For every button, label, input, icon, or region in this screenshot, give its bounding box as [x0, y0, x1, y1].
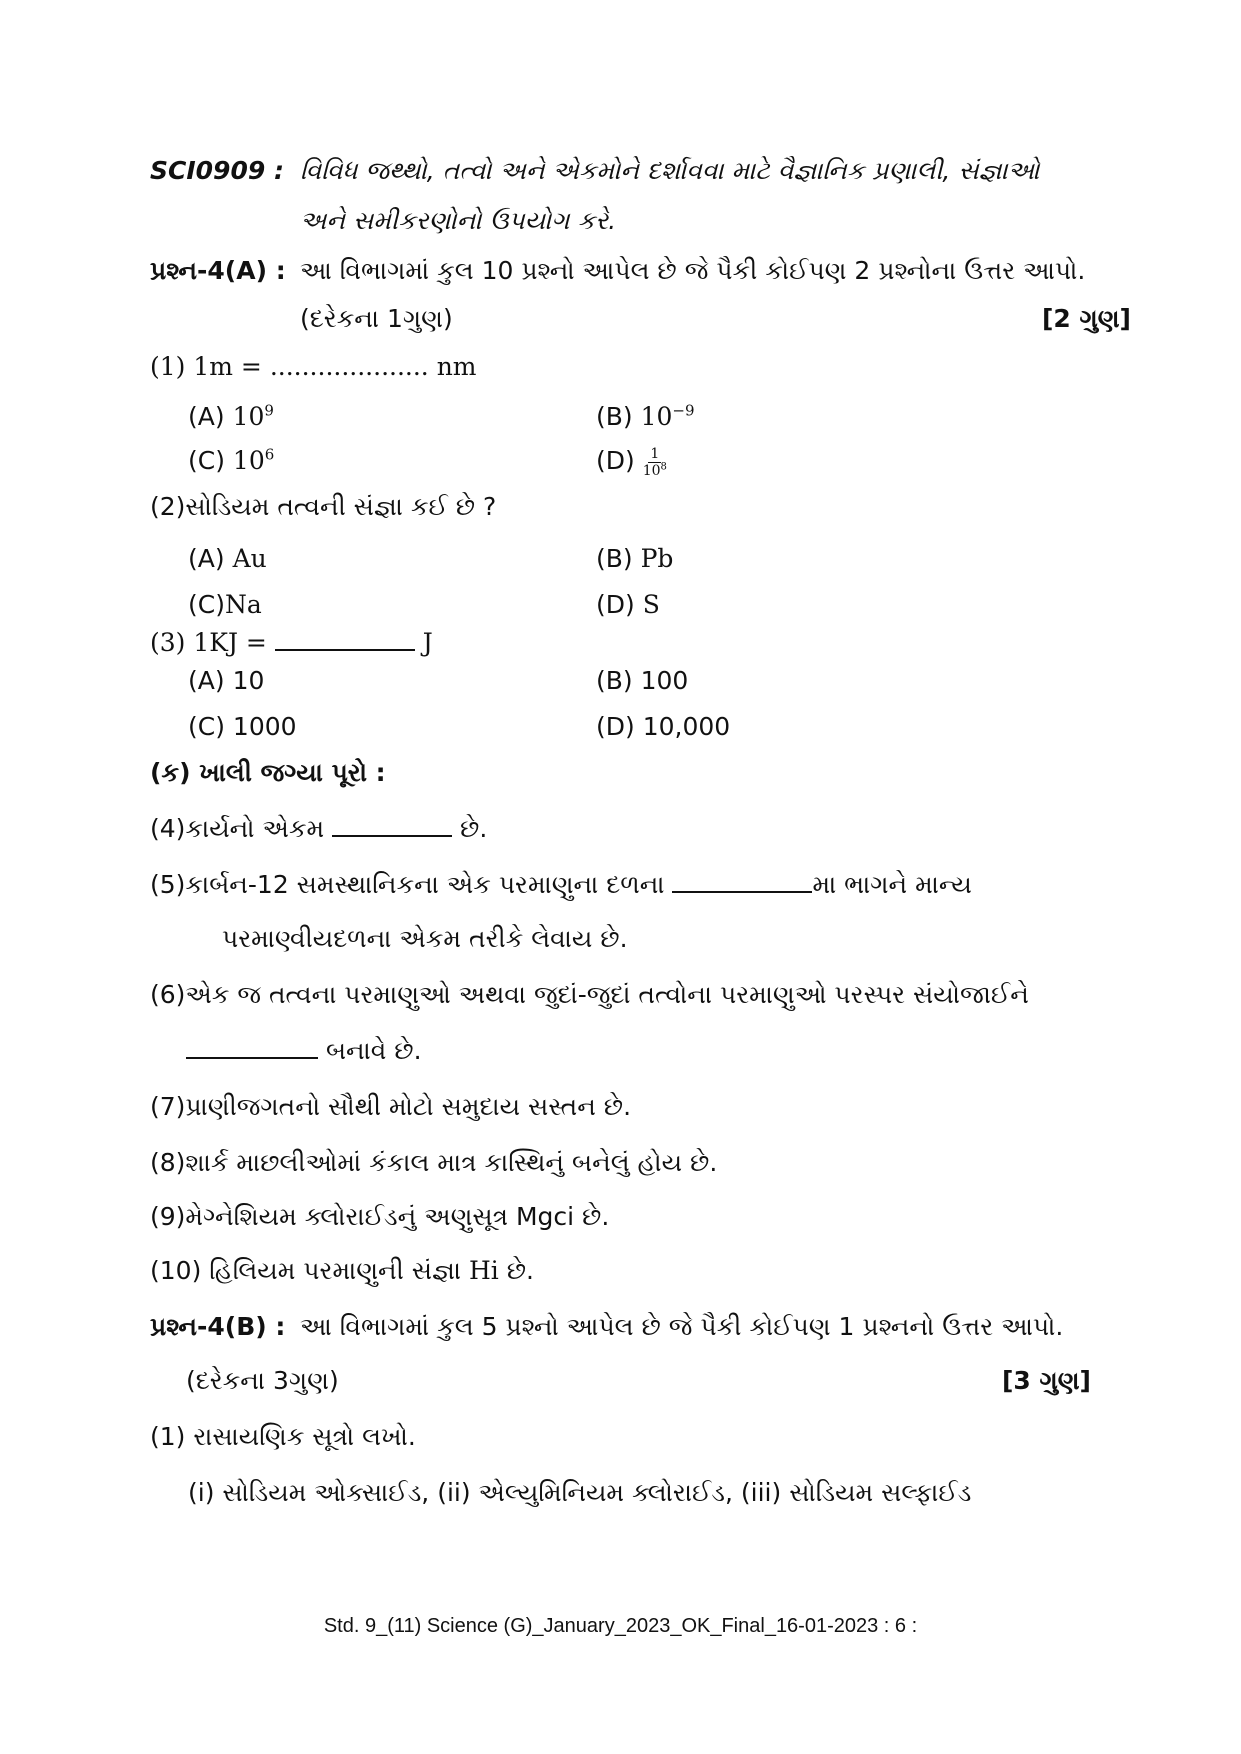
q3-option-b	[596, 664, 688, 698]
q2-option-a	[188, 542, 267, 576]
q9-text: (9)મેગ્નેશિયમ ક્લોરાઈડનું અણુસૂત્ર Mgci છે.	[150, 1202, 610, 1231]
fraction-numerator: 1	[650, 445, 660, 462]
option-value: Au	[232, 544, 267, 573]
q7-text: (7)પ્રાણીજગતનો સૌથી મોટો સમુદાય સસ્તન છે.	[150, 1092, 632, 1121]
q2-option-b	[596, 542, 673, 576]
q3-text	[150, 626, 433, 660]
option-label: (B)	[596, 402, 641, 431]
q1-text	[150, 350, 477, 384]
q4-before: (4)કાર્યનો એકમ	[150, 814, 333, 843]
q3-unit: J	[414, 628, 433, 657]
option-label: (B)	[596, 666, 641, 695]
option-label: (B)	[596, 544, 641, 573]
q5-blank	[672, 869, 812, 893]
q5-line-2: પરમાણ્વીયદળના એકમ તરીકે લેવાય છે.	[222, 924, 628, 953]
q8-text: (8)શાર્ક માછલીઓમાં કંકાલ માત્ર કાસ્થિનું બનેલું હોય છે.	[150, 1148, 718, 1177]
option-exponent: 9	[264, 401, 274, 420]
option-label: (A)	[188, 544, 233, 573]
option-value: 100	[640, 666, 689, 695]
q1-option-a	[188, 400, 274, 434]
section-b-instruction: આ વિભાગમાં કુલ 5 પ્રશ્નો આપેલ છે જે પૈકી કોઈપણ 1 પ્રશ્નનો ઉત્તર આપો.	[300, 1312, 1064, 1341]
q5-text	[150, 868, 972, 902]
q3-option-a	[188, 664, 264, 698]
q1-option-c	[188, 444, 274, 478]
q10-text	[150, 1254, 534, 1288]
q2-text: (2)સોડિયમ તત્વની સંજ્ઞા કઈ છે ?	[150, 492, 497, 521]
option-label: (C)	[188, 446, 233, 475]
q5-after: મા ભાગને માન્ય	[812, 870, 972, 899]
fraction-denominator	[642, 460, 667, 479]
option-label: (A)	[188, 666, 233, 695]
q3-blank	[275, 627, 415, 651]
q6-blank	[186, 1035, 318, 1059]
option-fraction	[643, 446, 667, 479]
q10-after: છે.	[498, 1256, 534, 1285]
option-label: (A)	[188, 402, 233, 431]
q6-line-2	[186, 1034, 422, 1068]
section-a-marks: [2 ગુણ]	[1041, 304, 1131, 333]
q3-prefix: (3) 1KJ =	[150, 628, 275, 657]
q10-before: (10) હિલિયમ પરમાણુની સંજ્ઞા	[150, 1256, 469, 1285]
section-a-each: (દરેકના 1ગુણ)	[300, 304, 453, 333]
option-label: (C)	[188, 712, 233, 741]
option-value: 10,000	[642, 712, 731, 741]
option-base: 10	[640, 402, 673, 431]
fill-heading: (ક) ખાલી જગ્યા પૂરો :	[150, 758, 386, 787]
q1-option-b	[596, 400, 695, 434]
objective-line-2: અને સમીકરણોનો ઉપયોગ કરે.	[300, 206, 617, 235]
den-exponent: 8	[660, 460, 667, 472]
q1-dots: ....................	[269, 352, 429, 381]
section-b-label: પ્રશ્ન-4(B) :	[150, 1312, 286, 1341]
q2-option-c	[188, 588, 262, 622]
q5-before: (5)કાર્બન-12 સમસ્થાનિકના એક પરમાણુના દળના	[150, 870, 673, 899]
q4-text	[150, 812, 487, 846]
option-value: 10	[232, 666, 265, 695]
option-exponent: 6	[264, 445, 275, 464]
page-footer: Std. 9_(11) Science (G)_January_2023_OK_Final_16-01-2023 : 6 :	[323, 1615, 918, 1637]
q1-prefix: (1) 1m =	[150, 352, 270, 381]
q4-after: છે.	[452, 814, 488, 843]
option-base: 10	[232, 402, 265, 431]
q2-option-d	[596, 588, 660, 622]
b1-text: (1) રાસાયણિક સૂત્રો લખો.	[150, 1422, 416, 1451]
option-label: (D)	[596, 590, 643, 619]
den-base: 10	[642, 462, 661, 479]
section-b-marks: [3 ગુણ]	[1001, 1366, 1091, 1395]
q4-blank	[332, 813, 452, 837]
option-base: 10	[232, 446, 265, 475]
option-exponent: −9	[672, 401, 695, 420]
section-b-each: (દરેકના 3ગુણ)	[186, 1366, 339, 1395]
option-label: (D)	[596, 446, 643, 475]
q1-option-d	[596, 444, 667, 479]
objective-code: SCI0909 :	[150, 156, 284, 185]
option-value: 1000	[232, 712, 297, 741]
q3-option-c	[188, 710, 297, 744]
option-value: S	[642, 590, 660, 619]
option-label: (C)	[188, 590, 225, 619]
objective-line-1: વિવિધ જથ્થો, તત્વો અને એકમોને દર્શાવવા માટે વૈજ્ઞાનિક પ્રણાલી, સંજ્ઞાઓ	[300, 156, 1040, 185]
section-a-label: પ્રશ્ન-4(A) :	[150, 256, 286, 285]
q10-symbol: Hi	[468, 1256, 499, 1285]
option-value: Na	[224, 590, 262, 619]
q6-after: બનાવે છે.	[318, 1036, 422, 1065]
q3-option-d	[596, 710, 730, 744]
option-value: Pb	[640, 544, 674, 573]
b1-items: (i) સોડિયમ ઓક્સાઈડ, (ii) એલ્યુમિનિયમ ક્લોરાઈડ, (iii) સોડિયમ સલ્ફાઈડ	[188, 1478, 972, 1507]
section-a-instruction: આ વિભાગમાં કુલ 10 પ્રશ્નો આપેલ છે જે પૈકી કોઈપણ 2 પ્રશ્નોના ઉત્તર આપો.	[300, 256, 1086, 285]
q6-line-1: (6)એક જ તત્વના પરમાણુઓ અથવા જુદાં-જુદાં તત્વોના પરમાણુઓ પરસ્પર સંયોજાઈને	[150, 980, 1029, 1009]
option-label: (D)	[596, 712, 643, 741]
q1-unit: nm	[428, 352, 477, 381]
